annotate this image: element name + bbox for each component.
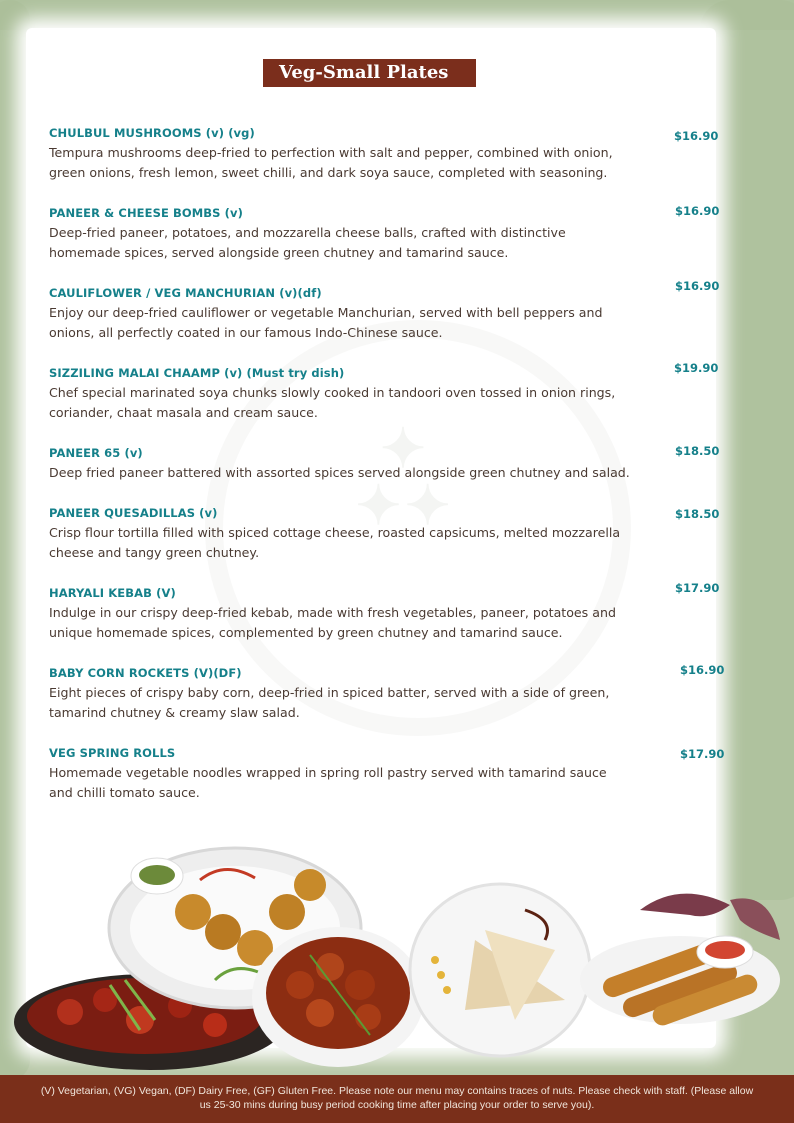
item-description: Enjoy our deep-fried cauliflower or vegetable Manchurian, served with bell peppers and onions, all perfectly coated in our famous Indo-Chinese sauce. [49, 305, 603, 340]
item-price: $18.50 [675, 444, 720, 458]
item-description: Indulge in our crispy deep-fried kebab, made with fresh vegetables, paneer, potatoes and unique homemade spices, complemented by green chutney and tamarind sauce. [49, 605, 616, 640]
item-name: SIZZILING MALAI CHAAMP (v) (Must try dish) [49, 366, 345, 380]
item-description: Homemade vegetable noodles wrapped in spring roll pastry served with tamarind sauce and chilli tomato sauce. [49, 765, 607, 800]
item-name: PANEER & CHEESE BOMBS (v) [49, 206, 243, 220]
item-description: Crisp flour tortilla filled with spiced cottage cheese, roasted capsicums, melted mozzarella cheese and tangy green chutney. [49, 525, 621, 560]
item-description: Chef special marinated soya chunks slowly cooked in tandoori oven tossed in onion rings, coriander, chaat masala and cream sauce. [49, 385, 616, 420]
item-price: $16.90 [680, 663, 725, 677]
logo-watermark-text: ✦ ✦✦ [355, 416, 455, 537]
menu-item [49, 664, 649, 723]
food-photo-spring-rolls [580, 880, 790, 1030]
menu-item [49, 204, 649, 263]
item-price: $16.90 [674, 129, 719, 143]
menu-item [49, 284, 649, 343]
item-name: HARYALI KEBAB (V) [49, 586, 176, 600]
item-name: CHULBUL MUSHROOMS (v) (vg) [49, 126, 255, 140]
food-photo-quesadillas [405, 880, 595, 1060]
item-description: Eight pieces of crispy baby corn, deep-fried in spiced batter, served with a side of green, tamarind chutney & creamy slaw salad. [49, 685, 610, 720]
item-price: $17.90 [675, 581, 720, 595]
item-name: PANEER 65 (v) [49, 446, 143, 460]
item-name: BABY CORN ROCKETS (V)(DF) [49, 666, 242, 680]
menu-item [49, 504, 649, 563]
section-title: Veg-Small Plates [263, 59, 476, 87]
background-stroke [0, 0, 794, 30]
item-description: Deep-fried paneer, potatoes, and mozzarella cheese balls, crafted with distinctive homemade spices, served alongside green chutney and tamarind sauce. [49, 225, 566, 260]
footer-note: (V) Vegetarian, (VG) Vegan, (DF) Dairy Free, (GF) Gluten Free. Please note our menu may contains traces of nuts. Please check with staff. (Please allow us 25-30 mins during busy period cooking time after placing your order to serve you). [0, 1075, 794, 1123]
item-price: $19.90 [674, 361, 719, 375]
item-price: $17.90 [680, 747, 725, 761]
item-description: Tempura mushrooms deep-fried to perfection with salt and pepper, combined with onion, green onions, fresh lemon, sweet chilli, and dark soya sauce, completed with seasoning. [49, 145, 613, 180]
item-price: $16.90 [675, 204, 720, 218]
menu-item [49, 584, 649, 643]
menu-item [49, 444, 649, 483]
food-photo-manchurian [250, 905, 425, 1070]
item-name: VEG SPRING ROLLS [49, 746, 176, 760]
menu-item [49, 124, 649, 183]
menu-item [49, 744, 649, 803]
menu-item [49, 364, 649, 423]
item-description: Deep fried paneer battered with assorted spices served alongside green chutney and salad. [49, 465, 630, 480]
item-price: $16.90 [675, 279, 720, 293]
item-name: CAULIFLOWER / VEG MANCHURIAN (v)(df) [49, 286, 322, 300]
item-name: PANEER QUESADILLAS (v) [49, 506, 218, 520]
item-price: $18.50 [675, 507, 720, 521]
